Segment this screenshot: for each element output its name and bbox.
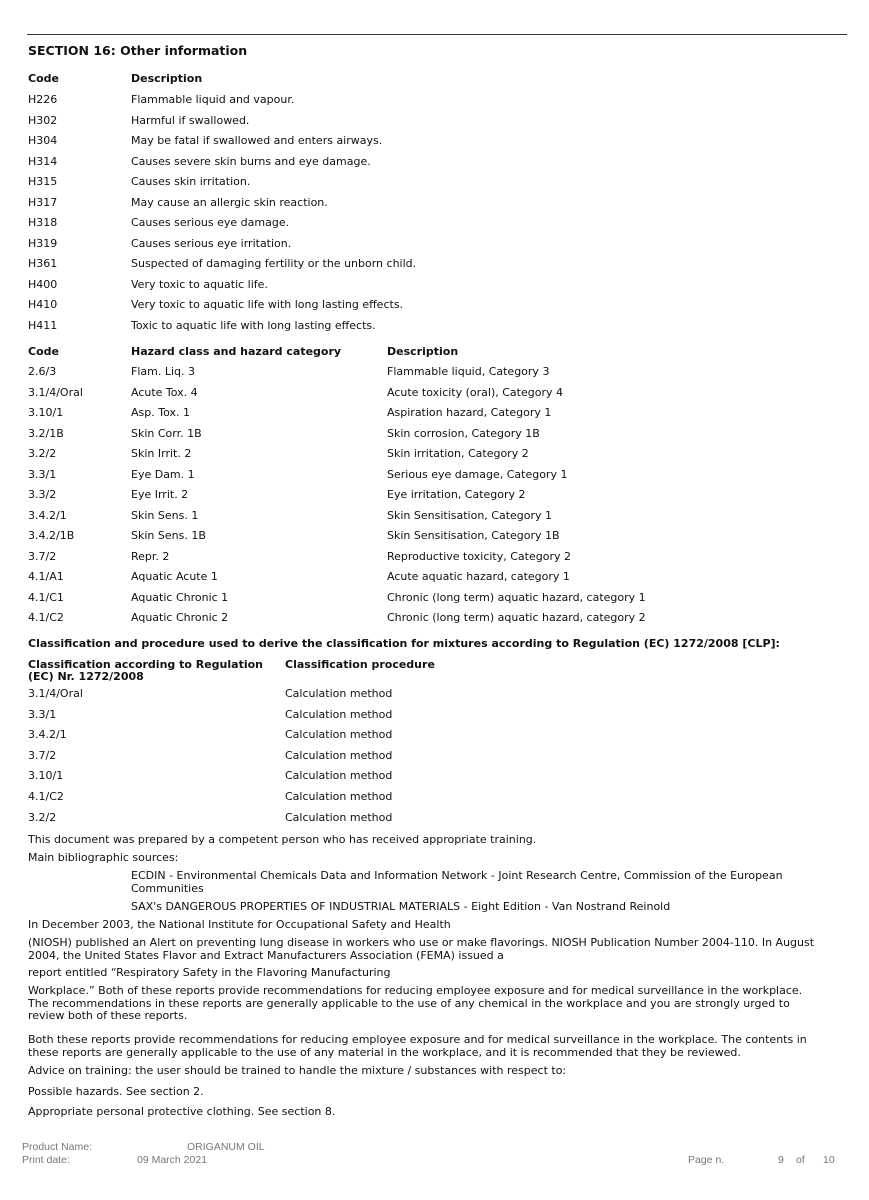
h-code-cell: H304 [28,134,58,147]
classification-header-procedure: Classification procedure [285,658,435,671]
source-ecdin: ECDIN - Environmental Chemicals Data and Information Network - Joint Research Centre, Commission of the European Communities [131,869,783,895]
hazard-description-cell: Skin corrosion, Category 1B [387,426,540,440]
hazard-code-cell: 4.1/C1 [28,590,64,604]
classification-procedure-cell: Calculation method [285,810,393,824]
classification-code-cell: 3.2/2 [28,810,57,824]
hazard-description-cell: Chronic (long term) aquatic hazard, category 1 [387,590,646,604]
hazard-class-cell: Skin Corr. 1B [131,426,202,440]
classification-header-regulation: Classification according to Regulation (EC) Nr. 1272/2008 [28,658,263,683]
hazard-class-cell: Acute Tox. 4 [131,385,198,399]
paragraph-3: report entitled “Respiratory Safety in the Flavoring Manufacturing [28,966,391,979]
hazard-header-description: Description [387,345,459,358]
hazard-class-cell: Skin Sens. 1 [131,508,199,522]
hazard-code-cell: 4.1/A1 [28,570,64,583]
hazard-code-cell: 3.3/1 [28,467,57,481]
footer-print-label: Print date: [22,1154,70,1166]
h-description-cell: May be fatal if swallowed and enters airways. [131,134,383,147]
h-description-cell: Toxic to aquatic life with long lasting effects. [131,318,376,332]
paragraph-4: Workplace.” Both of these reports provide recommendations for reducing employee exposure and for medical surveillance in the workplace. The recommendations in these reports are generally applicable to the use of any chemical in the workplace and you are strongly urged to review both of these reports. [28,984,803,1022]
hazard-code-cell: 3.4.2/1 [28,508,67,522]
hazard-class-cell: Aquatic Chronic 1 [131,590,229,604]
h-code-cell: H315 [28,175,58,188]
footer-page-label: Page n. [688,1154,725,1166]
footer-print-value: 09 March 2021 [137,1154,208,1166]
paragraph-5: Both these reports provide recommendations for reducing employee exposure and for medical surveillance in the workplace. The contents in these reports are generally applicable to the use of any material in the workplace, and it is recommended that they be reviewed. [28,1033,807,1059]
hazard-class-cell: Eye Irrit. 2 [131,488,189,501]
hazard-description-cell: Acute aquatic hazard, category 1 [387,570,570,583]
hazard-header-code: Code [28,345,59,358]
hazard-code-cell: 3.10/1 [28,406,64,419]
h-description-cell: Causes skin irritation. [131,175,251,188]
classification-procedure-cell: Calculation method [285,748,393,762]
hazard-code-cell: 3.7/2 [28,549,57,563]
hazard-class-cell: Flam. Liq. 3 [131,365,195,378]
source-sax: SAX's DANGEROUS PROPERTIES OF INDUSTRIAL MATERIALS - Eight Edition - Van Nostrand Reinold [131,900,671,913]
h-header-code: Code [28,72,59,85]
classification-code-cell: 4.1/C2 [28,790,64,803]
section-title: SECTION 16: Other information [28,43,248,58]
classification-procedure-cell: Calculation method [285,728,393,742]
classification-code-cell: 3.4.2/1 [28,728,67,742]
classification-procedure-cell: Calculation method [285,687,393,700]
classification-code-cell: 3.10/1 [28,769,64,783]
h-code-cell: H361 [28,257,58,270]
hazard-description-cell: Skin Sensitisation, Category 1 [387,508,553,522]
hazard-code-cell: 2.6/3 [28,365,57,378]
hazard-header-class: Hazard class and hazard category [131,345,342,358]
hazard-description-cell: Acute toxicity (oral), Category 4 [387,385,563,399]
hazard-class-cell: Aquatic Chronic 2 [131,611,229,624]
h-description-cell: Harmful if swallowed. [131,113,250,127]
h-code-cell: H314 [28,154,58,168]
footer-page-current: 9 [778,1154,784,1166]
hazard-code-cell: 3.4.2/1B [28,529,75,542]
hazard-description-cell: Skin Sensitisation, Category 1B [387,529,560,542]
footer-page-of: of [796,1154,805,1166]
h-code-cell: H411 [28,318,58,332]
hazard-class-cell: Eye Dam. 1 [131,467,195,481]
h-code-cell: H226 [28,93,58,106]
paragraph-8: Appropriate personal protective clothing. See section 8. [28,1105,336,1118]
hazard-class-cell: Asp. Tox. 1 [131,406,190,419]
hazard-description-cell: Chronic (long term) aquatic hazard, category 2 [387,611,646,624]
hazard-code-cell: 3.2/2 [28,447,57,460]
paragraph-1: In December 2003, the National Institute for Occupational Safety and Health [28,918,451,931]
h-description-cell: Causes severe skin burns and eye damage. [131,154,371,168]
footer-product-label: Product Name: [22,1141,93,1153]
classification-procedure-cell: Calculation method [285,790,393,803]
footer-page-total: 10 [823,1154,835,1166]
hazard-code-cell: 3.3/2 [28,488,57,501]
hazard-code-cell: 3.1/4/Oral [28,385,83,399]
h-description-cell: Suspected of damaging fertility or the unborn child. [131,257,417,270]
classification-procedure-cell: Calculation method [285,707,393,721]
classification-code-cell: 3.1/4/Oral [28,687,83,700]
classification-code-cell: 3.3/1 [28,707,57,721]
footer-product-value: ORIGANUM OIL [187,1141,265,1153]
hazard-code-cell: 4.1/C2 [28,611,64,624]
h-code-cell: H410 [28,298,58,311]
classification-code-cell: 3.7/2 [28,748,57,762]
h-description-cell: Very toxic to aquatic life. [131,277,268,291]
h-code-cell: H302 [28,113,58,127]
h-description-cell: Causes serious eye irritation. [131,236,292,250]
header-rule [27,34,847,35]
paragraph-2: (NIOSH) published an Alert on preventing lung disease in workers who use or make flavorings. NIOSH Publication Number 2004-110. In August 2004, the United States Flavor and Extract Manufacturers Association (FEMA) issued a [28,936,815,962]
hazard-class-cell: Skin Irrit. 2 [131,447,192,460]
hazard-class-cell: Aquatic Acute 1 [131,570,218,583]
hazard-description-cell: Aspiration hazard, Category 1 [387,406,552,419]
h-description-cell: Causes serious eye damage. [131,216,290,229]
hazard-description-cell: Serious eye damage, Category 1 [387,467,568,481]
hazard-description-cell: Eye irritation, Category 2 [387,488,526,501]
h-description-cell: May cause an allergic skin reaction. [131,195,328,209]
h-code-cell: H317 [28,195,58,209]
classification-heading: Classification and procedure used to derive the classification for mixtures according to Regulation (EC) 1272/2008 [CLP]: [28,637,780,650]
paragraph-6: Advice on training: the user should be trained to handle the mixture / substances with respect to: [28,1064,567,1077]
h-code-cell: H400 [28,277,58,291]
h-header-description: Description [131,72,203,85]
hazard-class-cell: Repr. 2 [131,549,170,563]
prepared-statement: This document was prepared by a competent person who has received appropriate training. [28,833,537,846]
paragraph-7: Possible hazards. See section 2. [28,1085,204,1098]
hazard-description-cell: Skin irritation, Category 2 [387,447,529,460]
h-description-cell: Flammable liquid and vapour. [131,93,295,106]
hazard-code-cell: 3.2/1B [28,426,64,440]
h-code-cell: H319 [28,236,58,250]
hazard-class-cell: Skin Sens. 1B [131,529,206,542]
sources-label: Main bibliographic sources: [28,851,179,864]
classification-procedure-cell: Calculation method [285,769,393,783]
h-description-cell: Very toxic to aquatic life with long lasting effects. [131,298,404,311]
hazard-description-cell: Reproductive toxicity, Category 2 [387,549,571,563]
h-code-cell: H318 [28,216,58,229]
hazard-description-cell: Flammable liquid, Category 3 [387,365,550,378]
